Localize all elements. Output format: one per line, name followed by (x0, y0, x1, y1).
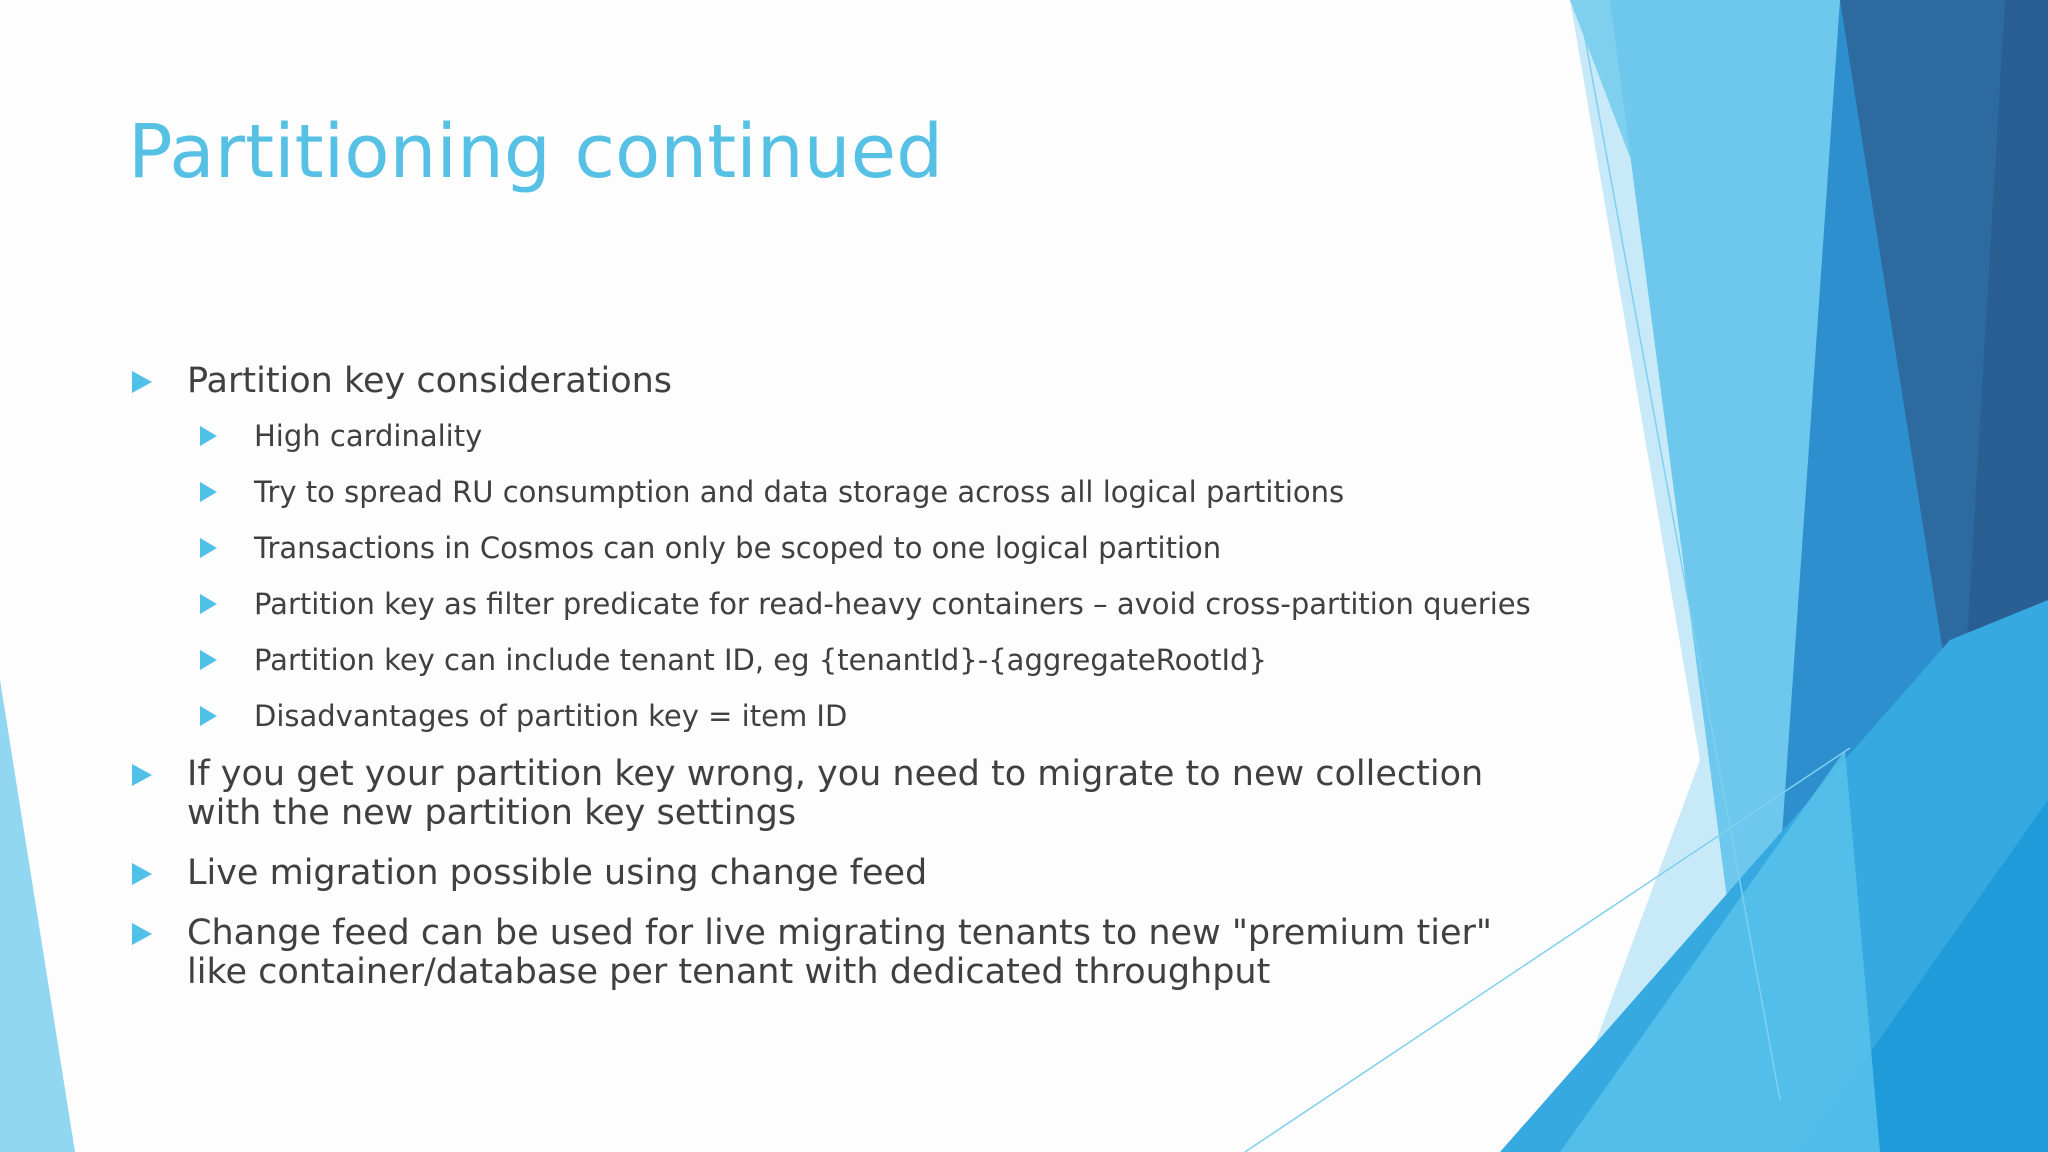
bullet-list (128, 362, 1558, 1013)
bullet-item (128, 755, 1558, 833)
bullet-item (128, 362, 1558, 401)
bullet-text: Change feed can be used for live migrating tenants to new "premium tier" like container/database per tenant with dedicated throughput (187, 913, 1492, 992)
bullet-arrow-icon (200, 650, 217, 670)
left-edge-shape (0, 680, 75, 1152)
sub-bullet-item (194, 699, 1558, 733)
bullet-arrow-icon (132, 764, 152, 786)
bullet-arrow-icon (200, 706, 217, 726)
bullet-arrow-icon (200, 538, 217, 558)
sub-bullet-item (194, 475, 1558, 509)
slide-title: Partitioning continued (128, 109, 944, 195)
sub-bullet-text: Transactions in Cosmos can only be scoped to one logical partition (254, 531, 1222, 565)
bullet-arrow-icon (132, 371, 152, 393)
sub-bullet-item (194, 419, 1558, 453)
bullet-text: If you get your partition key wrong, you need to migrate to new collection with the new partition key settings (187, 754, 1484, 833)
bullet-arrow-icon (200, 426, 217, 446)
sub-bullet-item (194, 643, 1558, 677)
bullet-arrow-icon (200, 594, 217, 614)
sub-bullet-text: Disadvantages of partition key = item ID (254, 699, 848, 733)
bullet-arrow-icon (132, 863, 152, 885)
bullet-arrow-icon (132, 923, 152, 945)
sub-bullet-text: Partition key as filter predicate for read-heavy containers – avoid cross-partition queries (254, 587, 1531, 621)
sub-bullet-item (194, 587, 1558, 621)
bullet-item (128, 854, 1558, 893)
bullet-text: Live migration possible using change feed (187, 853, 928, 893)
bullet-arrow-icon (200, 482, 217, 502)
sub-bullet-text: Try to spread RU consumption and data storage across all logical partitions (254, 475, 1345, 509)
bullet-text: Partition key considerations (187, 361, 673, 401)
bullet-item (128, 914, 1558, 992)
sub-bullet-item (194, 531, 1558, 565)
sub-bullet-text: High cardinality (254, 419, 483, 453)
sub-bullet-text: Partition key can include tenant ID, eg {tenantId}-{aggregateRootId} (254, 643, 1267, 677)
